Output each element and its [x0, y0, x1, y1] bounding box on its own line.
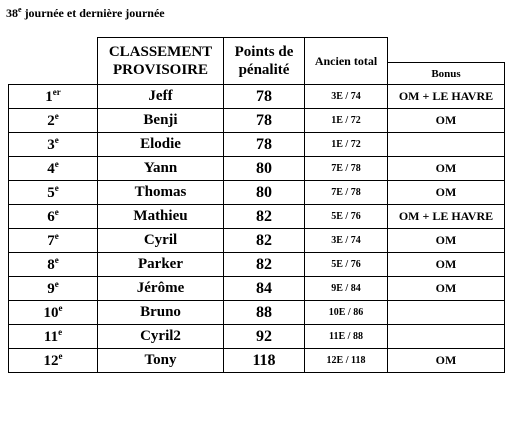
bonus-cell [388, 133, 505, 157]
header-points: Points de pénalité [224, 38, 305, 85]
rank-cell: 10e [9, 301, 98, 325]
table-row [9, 253, 505, 277]
bonus-cell: OM + LE HAVRE [388, 205, 505, 229]
name-cell: Jeff [98, 85, 224, 109]
ancien-total-cell: 7E / 78 [305, 181, 388, 205]
points-cell: 82 [224, 229, 305, 253]
rank-cell: 4e [9, 157, 98, 181]
points-cell: 88 [224, 301, 305, 325]
table-row [9, 157, 505, 181]
points-cell: 80 [224, 157, 305, 181]
name-cell: Tony [98, 349, 224, 373]
rank-cell: 8e [9, 253, 98, 277]
rank-cell: 12e [9, 349, 98, 373]
rank-cell: 5e [9, 181, 98, 205]
table-row [9, 85, 505, 109]
points-cell: 82 [224, 253, 305, 277]
bonus-cell [388, 325, 505, 349]
ancien-total-cell: 12E / 118 [305, 349, 388, 373]
points-cell: 78 [224, 109, 305, 133]
bonus-cell: OM [388, 253, 505, 277]
table-row [9, 349, 505, 373]
page-title: 38e journée et dernière journée [6, 5, 165, 20]
ancien-total-cell: 11E / 88 [305, 325, 388, 349]
ancien-total-cell: 5E / 76 [305, 253, 388, 277]
ancien-total-cell: 3E / 74 [305, 229, 388, 253]
name-cell: Bruno [98, 301, 224, 325]
table-row [9, 229, 505, 253]
bonus-cell: OM [388, 277, 505, 301]
points-cell: 78 [224, 85, 305, 109]
header-classement: CLASSEMENT PROVISOIRE [98, 38, 224, 85]
table-row [9, 325, 505, 349]
bonus-cell: OM [388, 181, 505, 205]
name-cell: Yann [98, 157, 224, 181]
header-blank-cell [9, 38, 98, 85]
table-row [9, 277, 505, 301]
ancien-total-cell: 5E / 76 [305, 205, 388, 229]
table-row [9, 301, 505, 325]
ancien-total-cell: 10E / 86 [305, 301, 388, 325]
bonus-cell: OM [388, 229, 505, 253]
rank-cell: 1er [9, 85, 98, 109]
table-row [9, 133, 505, 157]
bonus-cell [388, 301, 505, 325]
rank-cell: 11e [9, 325, 98, 349]
ranking-table [8, 37, 505, 373]
points-cell: 82 [224, 205, 305, 229]
name-cell: Parker [98, 253, 224, 277]
ancien-total-cell: 3E / 74 [305, 85, 388, 109]
bonus-cell: OM [388, 109, 505, 133]
name-cell: Thomas [98, 181, 224, 205]
points-cell: 78 [224, 133, 305, 157]
rank-cell: 2e [9, 109, 98, 133]
header-row-1 [9, 38, 505, 63]
header-ancien-total: Ancien total [305, 38, 388, 85]
ancien-total-cell: 1E / 72 [305, 109, 388, 133]
ancien-total-cell: 7E / 78 [305, 157, 388, 181]
ancien-total-cell: 9E / 84 [305, 277, 388, 301]
rank-cell: 7e [9, 229, 98, 253]
points-cell: 92 [224, 325, 305, 349]
name-cell: Benji [98, 109, 224, 133]
rank-cell: 3e [9, 133, 98, 157]
rank-cell: 9e [9, 277, 98, 301]
table-row [9, 181, 505, 205]
table-row [9, 205, 505, 229]
name-cell: Jérôme [98, 277, 224, 301]
points-cell: 80 [224, 181, 305, 205]
name-cell: Elodie [98, 133, 224, 157]
table-row [9, 109, 505, 133]
bonus-cell: OM [388, 349, 505, 373]
rank-cell: 6e [9, 205, 98, 229]
points-cell: 84 [224, 277, 305, 301]
name-cell: Cyril2 [98, 325, 224, 349]
name-cell: Cyril [98, 229, 224, 253]
bonus-cell: OM + LE HAVRE [388, 85, 505, 109]
ancien-total-cell: 1E / 72 [305, 133, 388, 157]
header-bonus-spacer [388, 38, 505, 63]
header-bonus: Bonus [388, 63, 505, 85]
bonus-cell: OM [388, 157, 505, 181]
points-cell: 118 [224, 349, 305, 373]
name-cell: Mathieu [98, 205, 224, 229]
